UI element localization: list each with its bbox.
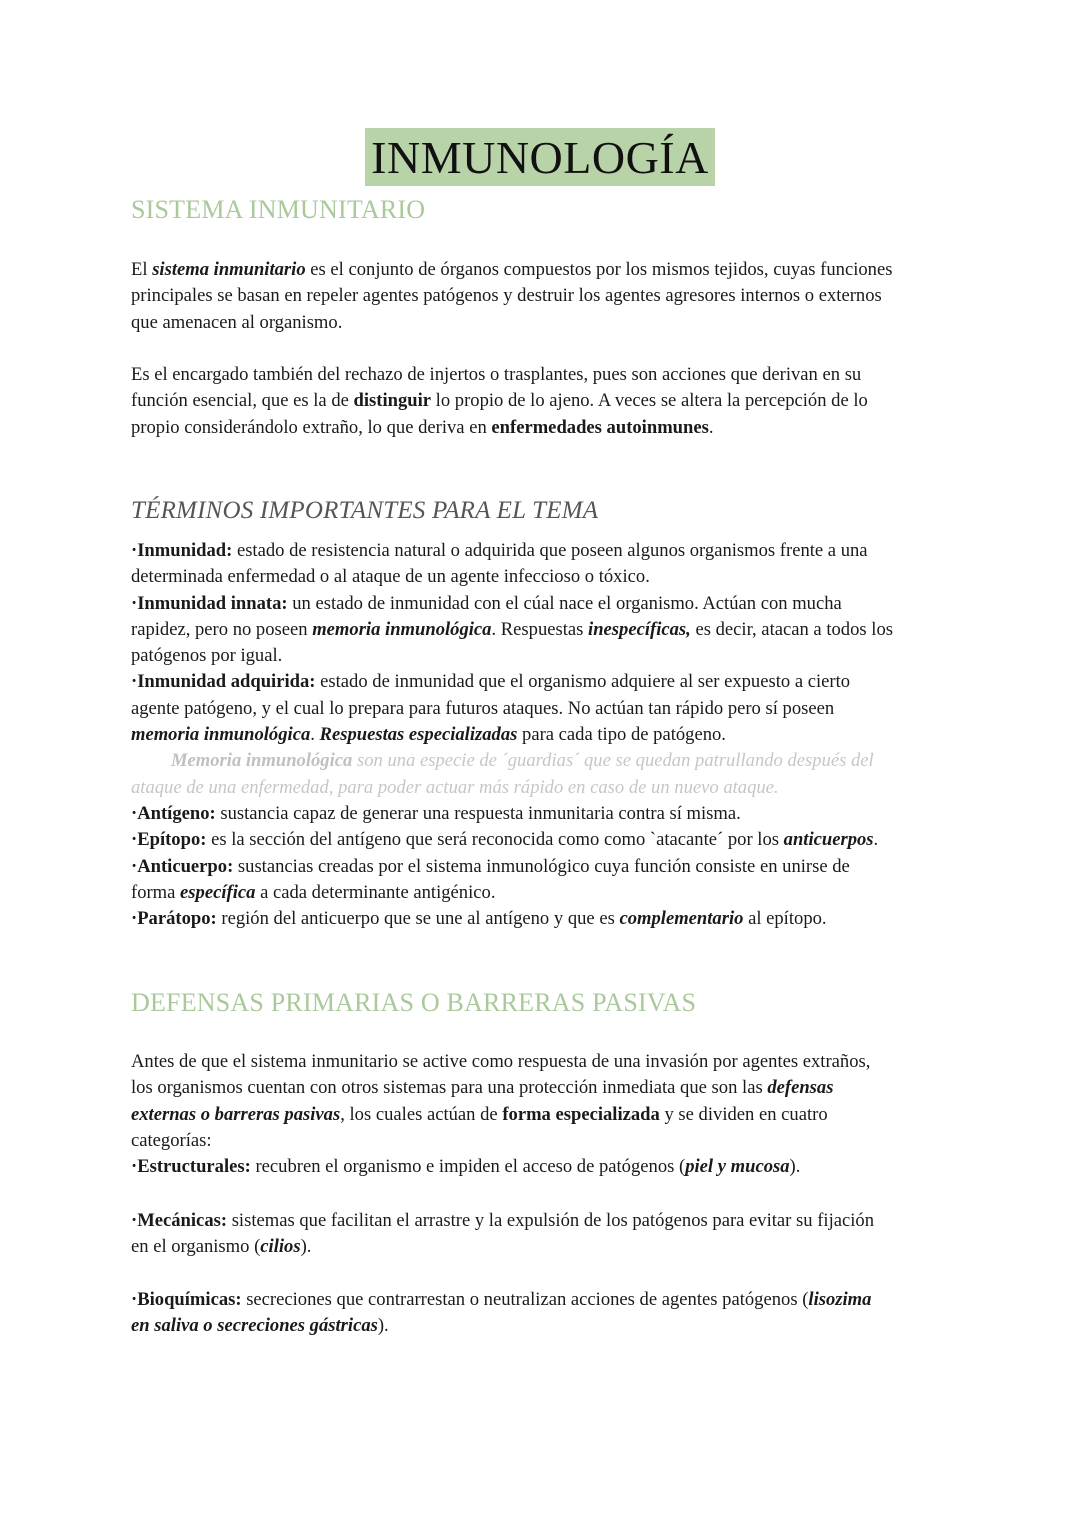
term-epitopo: ·Epítopo: es la sección del antígeno que será reconocida como como `atacante´ por los anticuerpos. [131, 829, 879, 851]
term-paratopo: ·Parátopo: región del anticuerpo que se une al antígeno y que es complementario al epítopo. [131, 908, 827, 930]
barrier-estructurales: ·Estructurales: recubren el organismo e impiden el acceso de patógenos (piel y mucosa). [131, 1156, 801, 1178]
term-anticuerpo: ·Anticuerpo: sustancias creadas por el sistema inmunológico cuya función consiste en unirse de [131, 855, 850, 877]
section-heading-defensas: DEFENSAS PRIMARIAS O BARRERAS PASIVAS [131, 988, 697, 1017]
section-heading-sistema-inmunitario: SISTEMA INMUNITARIO [131, 195, 426, 224]
paragraph-defensas-intro: Antes de que el sistema inmunitario se active como respuesta de una invasión por agentes extraños, los organismos cuentan con otros sistemas para una protección inmediata que son las defensas externas o barreras pasivas, los cuales actúan de forma especializada y se dividen en cuatro categorías: ·Estructurales: recubren el organismo e impiden el acceso de patógenos (piel y mucosa). [131, 1049, 961, 1180]
term-antigeno: ·Antígeno: sustancia capaz de generar una respuesta inmunitaria contra sí misma. [131, 802, 741, 824]
note-memoria: Memoria inmunológica son una especie de ´guardias´ que se quedan patrullando después del [171, 750, 874, 772]
term-inmunidad-adquirida: ·Inmunidad adquirida: estado de inmunidad que el organismo adquiere al ser expuesto a cierto [131, 671, 851, 693]
term-inmunidad: ·Inmunidad: estado de resistencia natural o adquirida que poseen algunos organismos frente a una [131, 540, 868, 561]
terms-list: ·Inmunidad: estado de resistencia natural o adquirida que poseen algunos organismos frente a una determinada enfermedad o al ataque de un agente infeccioso o tóxico. ·Inmunidad innata: un estado de inmunidad con el cúal nace el organismo. Actúan con mucha rapidez, pero no poseen memoria inmunológica. Respuestas inespecíficas, es decir, atacan a todos los patógenos por igual. ·Inmunidad adquirida: estado de inmunidad que el organismo adquiere al ser expuesto a cierto agente patógeno, y el cual lo prepara para futuros ataques. No actúan tan rápido pero sí poseen memoria inmunológica. Respuestas especializadas para cada tipo de patógeno. Memoria inmunológica son una especie de ´guardias´ que se quedan patrullando después del ataque de una enfermedad, para poder actuar más rápido en caso de un nuevo ataque. ·Antígeno: sustancia capaz de generar una respuesta inmunitaria contra sí misma. ·Epítopo: es la sección del antígeno que será reconocida como como `atacante´ por los anticuerpos. ·Anticuerpo: sustancias creadas por el sistema inmunológico cuya función consiste en unirse de forma específica a cada determinante antigénico. ·Parátopo: región del anticuerpo que se une al antígeno y que es complementario al epítopo. [131, 538, 961, 932]
paragraph-definicion: El sistema inmunitario es el conjunto de órganos compuestos por los mismos tejidos, cuyas funciones principales se basan en repeler agentes patógenos y destruir los agentes agresores internos o externos que amenacen al organismo. [131, 259, 893, 333]
page-title: INMUNOLOGÍA [365, 128, 715, 186]
barrier-mecanicas: ·Mecánicas: sistemas que facilitan el arrastre y la expulsión de los patógenos para evitar su fijación en el organismo (cilios). [131, 1210, 874, 1258]
paragraph-rechazo: Es el encargado también del rechazo de injertos o trasplantes, pues son acciones que derivan en su función esencial, que es la de distinguir lo propio de lo ajeno. A veces se altera la percepción de lo propio considerándolo extraño, lo que deriva en enfermedades autoinmunes. [131, 364, 868, 438]
section-heading-terminos: TÉRMINOS IMPORTANTES PARA EL TEMA [131, 497, 599, 524]
term-inmunidad-innata: ·Inmunidad innata: un estado de inmunidad con el cúal nace el organismo. Actúan con mucha [131, 592, 842, 614]
barrier-bioquimicas: ·Bioquímicas: secreciones que contrarrestan o neutralizan acciones de agentes patógenos (lisozima en saliva o secreciones gástricas). [131, 1289, 872, 1337]
